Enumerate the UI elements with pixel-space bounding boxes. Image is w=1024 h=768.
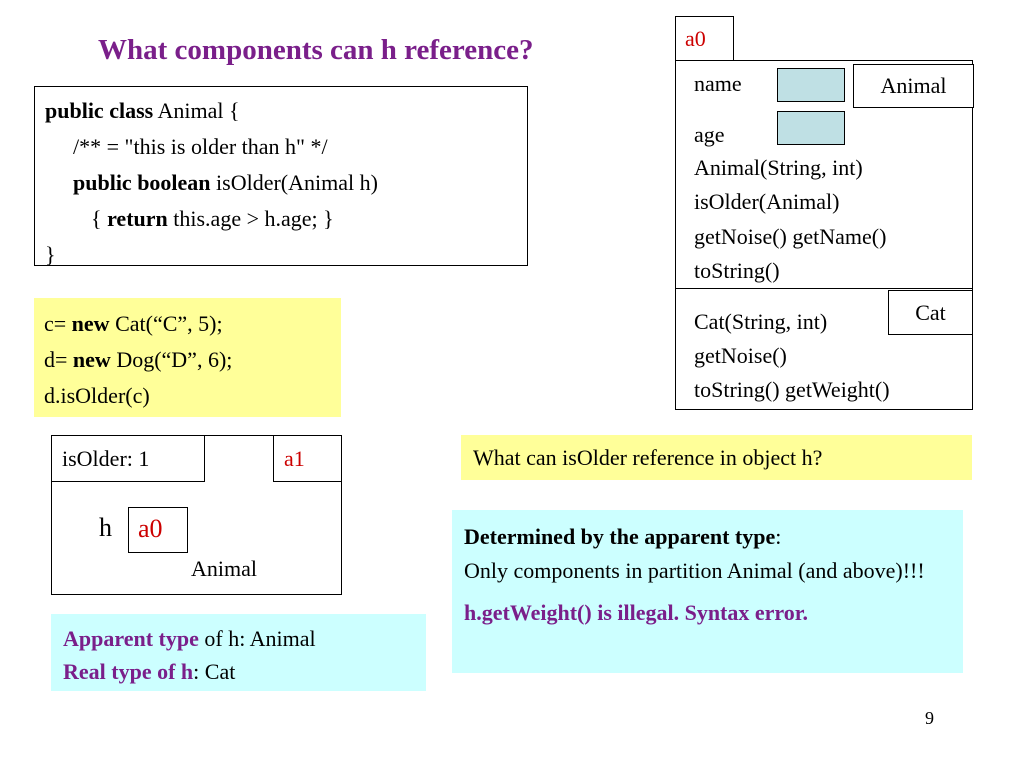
kw-return: return xyxy=(107,206,168,231)
real-type-label: Real type of h xyxy=(63,659,194,684)
code-line-close: } xyxy=(45,242,56,267)
class-code-box xyxy=(34,86,528,266)
code-line-method xyxy=(45,165,527,201)
call-line-1-kw: new xyxy=(71,311,110,336)
partition-divider xyxy=(675,288,973,289)
call-line-1 xyxy=(44,306,341,342)
apparent-type-line xyxy=(63,622,426,655)
frame-var-type: Animal xyxy=(191,556,257,581)
call-line-1-pre: c= xyxy=(44,311,72,336)
kw-public-boolean: public boolean xyxy=(73,170,211,195)
animal-method-2: isOlder(Animal) xyxy=(694,189,840,214)
frame-var-name: h xyxy=(99,513,112,542)
animal-method-1: Animal(String, int) xyxy=(694,155,863,180)
answer-heading-colon: : xyxy=(775,524,782,549)
answer-box xyxy=(452,510,963,673)
cat-method-2: getNoise() xyxy=(694,343,787,368)
cat-method-1: Cat(String, int) xyxy=(694,309,828,334)
field-name-value xyxy=(777,68,845,102)
type-info-box xyxy=(51,614,426,691)
real-type-line xyxy=(63,655,426,688)
field-age-label: age xyxy=(694,122,725,147)
call-line-1-post: Cat(“C”, 5); xyxy=(109,311,223,336)
call-line-2-pre: d= xyxy=(44,347,73,372)
animal-method-3: getNoise() getName() xyxy=(694,224,887,249)
apparent-type-rest: of h: Animal xyxy=(198,626,316,651)
code-line-body xyxy=(45,201,527,237)
real-type-rest: : Cat xyxy=(193,659,236,684)
body-rest: this.age > h.age; } xyxy=(167,206,334,231)
partition-label-cat: Cat xyxy=(888,290,973,335)
body-open: { xyxy=(91,206,108,231)
frame-id-label: a1 xyxy=(273,435,342,482)
page-number: 9 xyxy=(925,708,934,728)
call-line-2-kw: new xyxy=(72,347,111,372)
class-decl: Animal { xyxy=(153,98,240,123)
answer-illegal: h.getWeight() is illegal. Syntax error. xyxy=(464,600,809,625)
call-line-2-post: Dog(“D”, 6); xyxy=(110,347,233,372)
frame-var-value: a0 xyxy=(128,507,188,553)
slide-title: What components can h reference? xyxy=(98,34,534,66)
cat-method-3: toString() getWeight() xyxy=(694,377,890,402)
field-age-value xyxy=(777,111,845,145)
method-sig: isOlder(Animal h) xyxy=(210,170,378,195)
answer-heading xyxy=(464,520,963,554)
field-name-label: name xyxy=(694,71,742,96)
code-line-comment: /** = "this is older than h" */ xyxy=(73,134,328,159)
code-line-class xyxy=(45,93,527,129)
call-line-2 xyxy=(44,342,341,378)
call-code-box xyxy=(34,298,341,417)
apparent-type-label: Apparent type xyxy=(63,626,199,651)
partition-label-animal: Animal xyxy=(853,64,974,108)
kw-public-class: public class xyxy=(45,98,154,123)
frame-method-label: isOlder: 1 xyxy=(51,435,205,482)
answer-body: Only components in partition Animal (and above)!!! xyxy=(464,558,925,583)
answer-heading-text: Determined by the apparent type xyxy=(464,524,776,549)
call-line-3: d.isOlder(c) xyxy=(44,383,150,408)
animal-method-4: toString() xyxy=(694,258,780,283)
question-box: What can isOlder reference in object h? xyxy=(461,435,972,480)
object-id-tab: a0 xyxy=(675,16,734,61)
